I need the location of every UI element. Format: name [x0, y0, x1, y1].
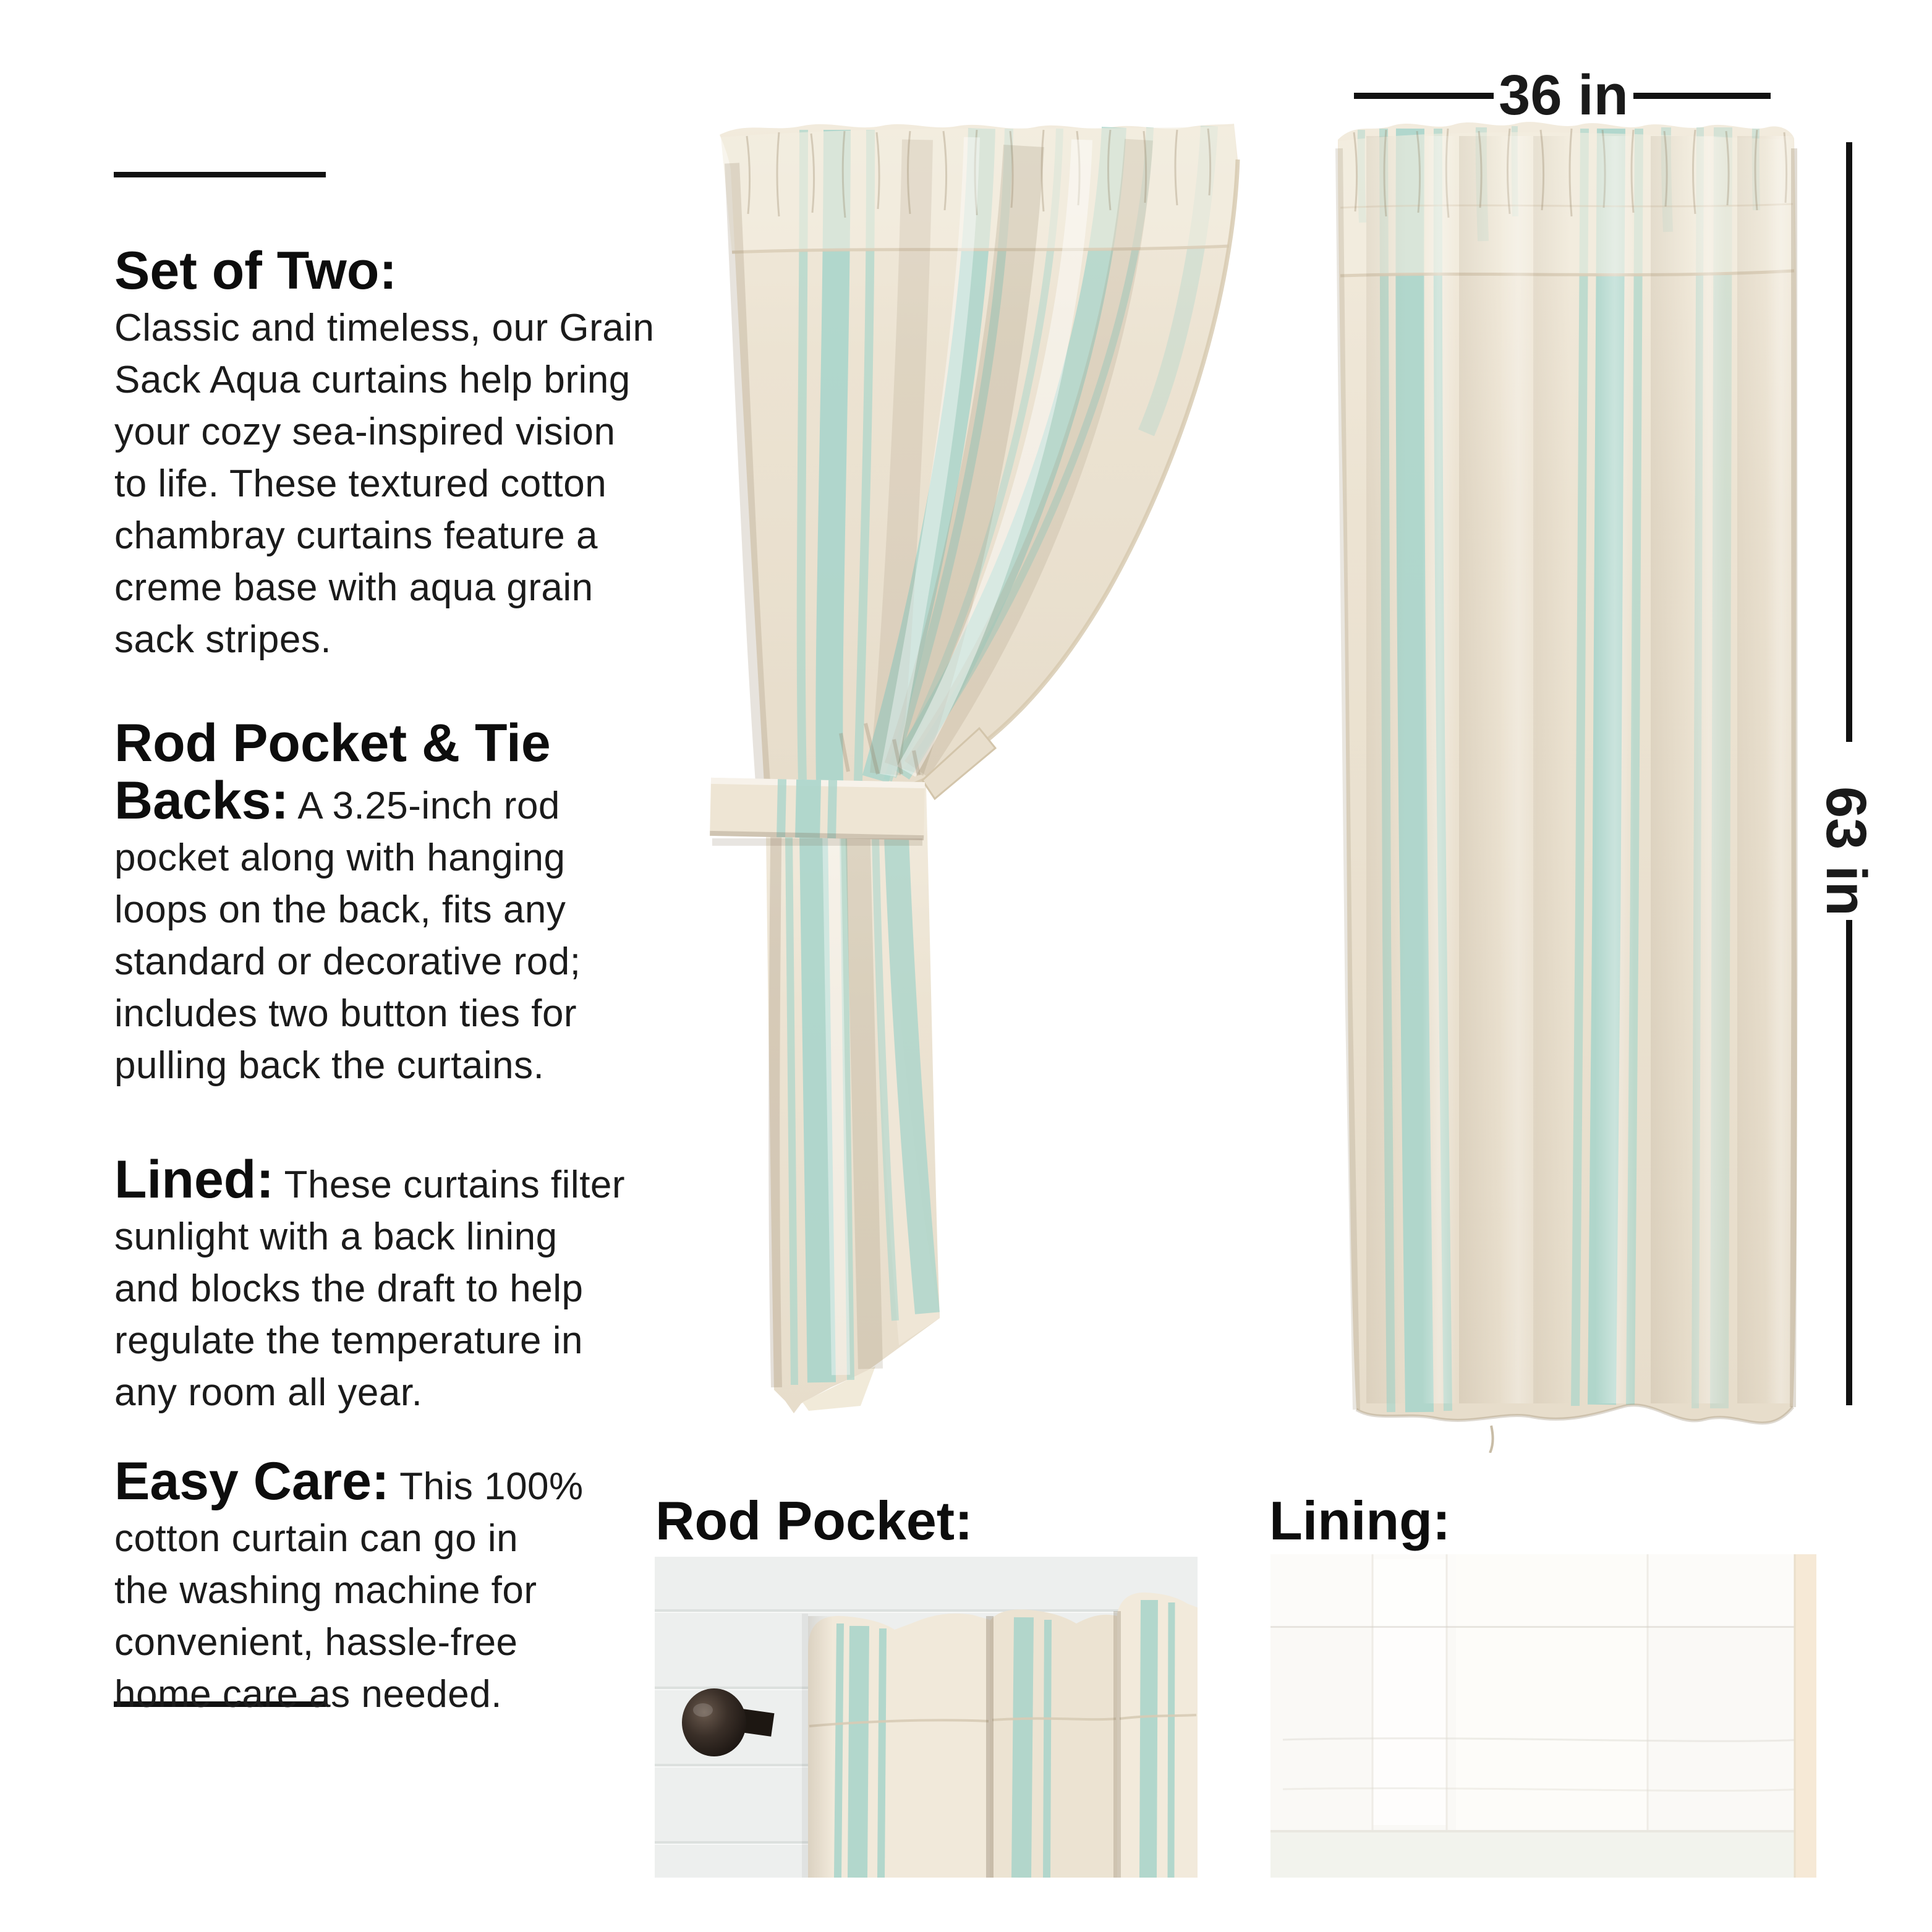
- width-dimension-label: 36 in: [1499, 64, 1628, 127]
- height-dimension-label: 63 in: [1815, 786, 1878, 916]
- text-line: chambray curtains feature a: [114, 514, 598, 557]
- text-line: and blocks the draft to help: [114, 1267, 584, 1310]
- lining-side-hem: [1795, 1554, 1816, 1878]
- rod-pocket-photo-label: Rod Pocket:: [655, 1490, 973, 1551]
- curtain-folds: [802, 1593, 1198, 1878]
- curtain-upper-drape: [720, 124, 1238, 784]
- curtain-photo-tied-back: [710, 114, 1241, 1421]
- text-line: Set of Two:: [114, 241, 398, 300]
- text-line: pulling back the curtains.: [114, 1044, 545, 1087]
- text-line: home care as needed.: [114, 1673, 502, 1716]
- lining-detail-photo: [1270, 1554, 1816, 1878]
- text-line: to life. These textured cotton: [114, 462, 607, 505]
- text-line: your cozy sea-inspired vision: [114, 411, 616, 453]
- text-line: loops on the back, fits any: [114, 888, 566, 931]
- width-dimension-line-left: [1354, 93, 1494, 99]
- text-line: any room all year.: [114, 1371, 423, 1414]
- text-line: Easy Care: This 100%: [114, 1452, 584, 1511]
- text-line: regulate the temperature in: [114, 1319, 583, 1362]
- section-easy-care: [114, 1452, 683, 1721]
- text-line: Backs: A 3.25-inch rod: [114, 771, 560, 830]
- section-lined: [114, 1150, 683, 1419]
- height-dimension-line-top: [1846, 142, 1852, 742]
- text-line: pocket along with hanging: [114, 836, 566, 879]
- text-line: cotton curtain can go in: [114, 1517, 519, 1560]
- lining-photo-label: Lining:: [1269, 1490, 1451, 1551]
- text-line: Sack Aqua curtains help bring: [114, 359, 631, 401]
- text-line: the washing machine for: [114, 1569, 537, 1612]
- text-line: Lined: These curtains filter: [114, 1150, 626, 1209]
- text-line: sack stripes.: [114, 618, 332, 661]
- text-line: Classic and timeless, our Grain: [114, 307, 655, 349]
- divider-top: [114, 172, 326, 177]
- text-line: creme base with aqua grain: [114, 566, 594, 609]
- text-line: standard or decorative rod;: [114, 940, 581, 983]
- text-line: convenient, hassle-free: [114, 1621, 518, 1664]
- width-dimension-line-right: [1633, 93, 1771, 99]
- rod-pocket-detail-photo: [655, 1557, 1198, 1878]
- height-dimension-line-bottom: [1846, 920, 1852, 1405]
- section-set-of-two: [114, 241, 683, 666]
- section-rod-pocket-tie-backs: [114, 713, 683, 1092]
- text-line: Rod Pocket & Tie: [114, 713, 551, 773]
- curtain-photo-flat-panel: [1329, 111, 1802, 1453]
- text-line: includes two button ties for: [114, 992, 577, 1035]
- text-line: sunlight with a back lining: [114, 1215, 558, 1258]
- hem-thread: [1490, 1426, 1493, 1453]
